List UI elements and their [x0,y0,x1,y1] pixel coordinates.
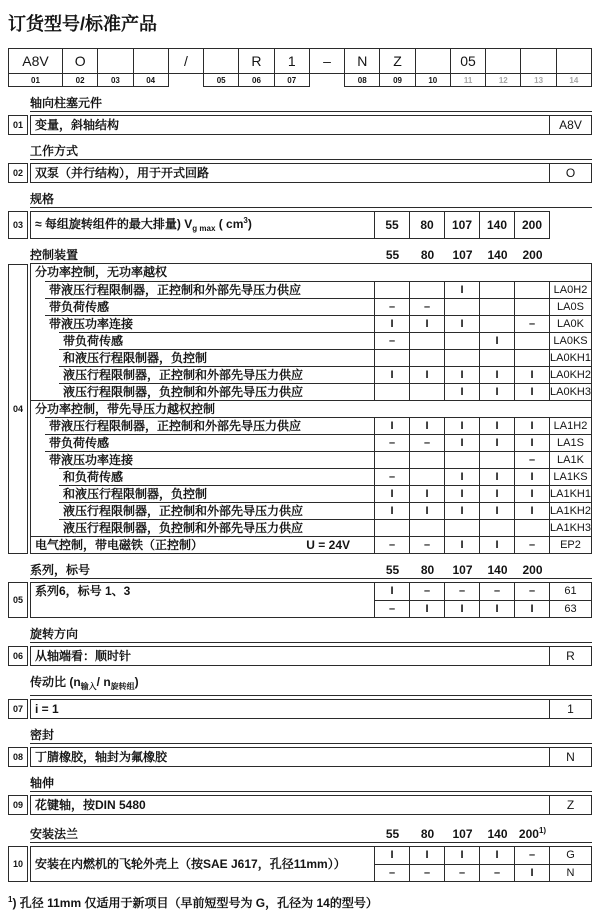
position-number: 04 [133,74,169,87]
row-label: 带液压功率连接 [45,315,374,332]
position-number: 01 [8,74,63,87]
size-header: 107 [452,248,473,262]
row-label: 液压行程限制器，正控制和外部先导压力供应 [59,502,374,519]
marker-cell [479,519,514,536]
model-code-cell [485,48,521,74]
row-label: 带液压功率连接 [45,451,374,468]
model-code-cell: / [168,48,204,74]
code-cell: LA1H2 [549,417,591,434]
marker-cell: – [374,600,409,617]
table-row [30,795,592,815]
row-label: 丁腈橡胶，轴封为氟橡胶 [35,750,168,764]
model-code-cell: A8V [8,48,63,74]
marker-cell [444,451,479,468]
code-cell: LA0K [549,315,591,332]
model-code-cell: N [344,48,380,74]
marker-cell [409,281,444,298]
marker-cell [374,451,409,468]
code-cell: LA0H2 [549,281,591,298]
marker-cell: I [444,366,479,383]
row-number: 10 [8,846,28,882]
marker-cell: I [374,583,409,600]
marker-cell: I [444,383,479,400]
code-cell: N [549,748,591,766]
size-cell: 107 [444,212,479,238]
position-number: 02 [62,74,98,87]
marker-cell: I [444,847,479,864]
marker-cell [514,281,549,298]
code-cell: LA1KH3 [549,519,591,536]
position-number: 14 [556,74,592,87]
position-number: 03 [97,74,133,87]
row-label: 安装在内燃机的飞轮外壳上（按SAE J617，孔径11mm）） [35,856,346,871]
marker-cell: I [514,864,549,881]
row-label: 带液压行程限制器，正控制和外部先导压力供应 [45,417,374,434]
size-header: 200 [522,248,543,262]
section-rotation-direction [8,627,592,666]
model-code-cell [133,48,169,74]
marker-cell: I [444,417,479,434]
row-number: 05 [8,582,28,618]
table-row [31,536,591,553]
size-header: 107 [452,827,473,841]
section-size [8,192,592,239]
section-heading: 控制装置 [30,248,79,262]
row-label: 和负荷传感 [59,468,374,485]
table-row [31,485,591,502]
position-number: 13 [520,74,556,87]
code-cell: 63 [549,600,591,617]
footnote-marker: 1) [538,826,547,835]
table-row [31,383,591,400]
marker-cell: I [479,468,514,485]
marker-cell: – [514,536,549,553]
marker-cell [514,298,549,315]
row-label: 液压行程限制器，负控制和外部先导压力供应 [59,519,374,536]
marker-cell: I [409,315,444,332]
size-header: 140 [487,827,508,841]
row-number: 01 [8,115,28,135]
marker-cell: I [444,281,479,298]
model-code-cell [97,48,133,74]
size-cell: 80 [409,212,444,238]
marker-cell: I [479,366,514,383]
position-number: 12 [485,74,521,87]
code-cell: LA1K [549,451,591,468]
marker-cell: I [479,332,514,349]
marker-cell: I [479,536,514,553]
marker-cell [479,298,514,315]
marker-cell [444,298,479,315]
table-row [30,211,550,239]
row-label: 和液压行程限制器，负控制 [59,485,374,502]
table-row [374,847,591,864]
size-cell: 55 [374,212,409,238]
position-number: 05 [203,74,239,87]
marker-cell: – [514,315,549,332]
marker-cell: – [374,536,409,553]
marker-cell [374,383,409,400]
code-cell: LA0KH3 [549,383,591,400]
table-row [31,434,591,451]
size-header: 55 [385,563,400,577]
table-row [31,366,591,383]
marker-cell: – [374,468,409,485]
marker-cell: – [409,864,444,881]
section-heading: 轴向柱塞元件 [30,96,103,110]
table-row [31,315,591,332]
row-number: 09 [8,795,28,815]
size-header: 80 [420,827,435,841]
marker-cell: I [514,366,549,383]
size-header: 140 [487,563,508,577]
marker-cell: I [409,600,444,617]
marker-cell: I [514,485,549,502]
footnote-marker: 1 [8,895,13,904]
marker-cell: – [514,847,549,864]
control-table [30,264,592,554]
table-row [374,864,591,881]
marker-cell [514,332,549,349]
model-code-cell [203,48,239,74]
marker-cell: I [444,315,479,332]
marker-cell: I [409,417,444,434]
row-label: 花键轴，按DIN 5480 [35,798,146,812]
marker-cell: I [479,417,514,434]
row-label: 电气控制，带电磁铁（正控制） U = 24V [31,536,374,553]
marker-cell [409,349,444,366]
marker-cell: I [374,417,409,434]
code-cell: O [549,164,591,182]
marker-cell [479,451,514,468]
model-code-cell: R [238,48,274,74]
section-series [8,563,592,618]
section-shaft-end [8,776,592,815]
marker-cell: I [409,366,444,383]
marker-cell: I [479,383,514,400]
size-header: 80 [420,563,435,577]
size-header: 55 [385,248,400,262]
row-label: 带液压行程限制器，正控制和外部先导压力供应 [45,281,374,298]
table-row [31,502,591,519]
marker-cell [444,332,479,349]
position-number: 07 [274,74,310,87]
size-header: 55 [385,827,400,841]
code-cell: LA0KH1 [549,349,591,366]
marker-cell: I [479,600,514,617]
row-number: 08 [8,747,28,767]
marker-cell [444,519,479,536]
size-header: 200 [522,563,543,577]
size-cell: 140 [479,212,514,238]
table-row [31,468,591,485]
marker-cell: I [444,468,479,485]
table-row [31,281,591,298]
marker-cell [374,519,409,536]
table-row [30,699,592,719]
marker-cell: – [409,434,444,451]
marker-cell: I [514,600,549,617]
marker-cell [374,349,409,366]
marker-cell: I [374,366,409,383]
size-header: 80 [420,248,435,262]
model-code-cell [415,48,451,74]
position-number: 10 [415,74,451,87]
row-label: i = 1 [35,702,59,716]
marker-cell: I [479,847,514,864]
marker-cell: – [409,298,444,315]
marker-cell [514,349,549,366]
table-row [31,400,591,417]
code-cell: R [549,647,591,665]
size-header: 140 [487,248,508,262]
section-heading: 工作方式 [30,144,79,158]
size-header: 107 [452,563,473,577]
section-mounting-flange [8,824,592,882]
marker-cell: I [479,434,514,451]
section-heading: 密封 [30,728,55,742]
section-control-devices [8,248,592,554]
model-code-cell: – [309,48,345,74]
code-cell: A8V [549,116,591,134]
model-code-cell: 05 [450,48,486,74]
table-row [374,600,591,617]
position-number: 06 [238,74,274,87]
size-header: 200$^{1)}$ [518,826,547,841]
section-heading: 轴伸 [30,776,55,790]
marker-cell: I [374,315,409,332]
row-label: 液压行程限制器，负控制和外部先导压力供应 [59,383,374,400]
marker-cell: – [374,298,409,315]
code-cell: LA0S [549,298,591,315]
code-cell: 61 [549,583,591,600]
voltage-note: U = 24V [306,538,350,552]
row-number: 07 [8,699,28,719]
page-title: 订货型号/标准产品 [8,14,158,34]
table-row [30,747,592,767]
code-cell: Z [549,796,591,814]
marker-cell [479,281,514,298]
section-seals [8,728,592,767]
marker-cell: I [444,434,479,451]
row-label: 带负荷传感 [45,298,374,315]
table-row [30,163,592,183]
marker-cell: – [479,583,514,600]
size-cell: 200 [514,212,549,238]
marker-cell [514,519,549,536]
marker-cell: – [374,434,409,451]
marker-cell: I [374,847,409,864]
marker-cell: I [444,485,479,502]
marker-cell: I [479,485,514,502]
table-row [31,349,591,366]
marker-cell: – [514,451,549,468]
position-number: 08 [344,74,380,87]
table-row [30,646,592,666]
footnote: $^1$) 孔径 11mm 仅适用于新项目（早前短型号为 G，孔径为 14的型号） [8,895,378,910]
table-row [31,451,591,468]
position-number: 11 [450,74,486,87]
marker-cell: I [409,485,444,502]
marker-cell: I [444,600,479,617]
code-cell: LA1KH1 [549,485,591,502]
row-label: 变量，斜轴结构 [35,118,120,132]
row-label: 带负荷传感 [45,434,374,451]
group-label: 分功率控制，无功率越权 [35,265,168,279]
marker-cell [444,349,479,366]
row-label: 从轴端看：顺时针 [35,649,132,663]
table-row [31,298,591,315]
row-label: ≈ 每组旋转组件的最大排量) $V_{g max}$ ( $cm^3$) [35,216,252,233]
code-cell: LA1KS [549,468,591,485]
marker-cell: I [444,502,479,519]
marker-cell: – [514,583,549,600]
section-axial-piston-unit [8,96,592,135]
model-code-cell [520,48,556,74]
marker-cell: I [514,502,549,519]
marker-cell: I [514,434,549,451]
row-number: 04 [8,264,28,554]
code-cell: 1 [549,700,591,718]
marker-cell [409,468,444,485]
model-code-cell: O [62,48,98,74]
group-label: 分功率控制，带先导压力越权控制 [31,400,591,417]
section-heading: 旋转方向 [30,627,79,641]
code-cell: LA0KS [549,332,591,349]
row-label: 带负荷传感 [59,332,374,349]
table-row [30,846,592,882]
marker-cell [479,315,514,332]
code-cell: EP2 [549,536,591,553]
marker-cell: I [409,847,444,864]
row-label: 和液压行程限制器，负控制 [59,349,374,366]
marker-cell [409,332,444,349]
marker-cell: I [514,417,549,434]
marker-cell: – [409,536,444,553]
section-heading: 传动比 ($n_{输入}/$ $n_{旋转组}$) [30,675,139,691]
code-cell: LA1KH2 [549,502,591,519]
position-number: 09 [379,74,415,87]
table-row [31,332,591,349]
marker-cell: I [514,468,549,485]
marker-cell: I [374,502,409,519]
marker-cell: I [444,536,479,553]
position-number-gap [168,74,204,87]
row-number: 03 [8,211,28,239]
marker-cell [479,349,514,366]
table-row [374,583,591,600]
model-code-cell: 1 [274,48,310,74]
marker-cell [374,281,409,298]
model-code-cell: Z [379,48,415,74]
marker-cell: – [479,864,514,881]
table-row [31,519,591,536]
row-number: 02 [8,163,28,183]
code-cell: N [549,864,591,881]
code-cell: LA1S [549,434,591,451]
section-heading: 系列，标号 [30,563,91,577]
row-label: 液压行程限制器，正控制和外部先导压力供应 [59,366,374,383]
table-row [31,264,591,281]
marker-cell [409,451,444,468]
marker-cell: – [444,864,479,881]
marker-cell: – [374,864,409,881]
marker-cell: I [514,383,549,400]
marker-cell: – [444,583,479,600]
model-code-cell [556,48,592,74]
row-label: 双泵（并行结构），用于开式回路 [35,166,210,180]
code-cell: G [549,847,591,864]
marker-cell: – [374,332,409,349]
position-number-gap [309,74,345,87]
section-transmission-ratio [8,675,592,719]
marker-cell: – [409,583,444,600]
code-cell: LA0KH2 [549,366,591,383]
marker-cell: I [409,502,444,519]
model-code-table [8,48,592,87]
table-row [30,582,592,618]
model-code-number-row [8,74,592,87]
marker-cell: I [479,502,514,519]
section-heading: 安装法兰 [30,827,79,841]
marker-cell [409,519,444,536]
marker-cell: I [374,485,409,502]
section-heading: 规格 [30,192,55,206]
row-label: 系列6，标号 1、3 [35,584,131,598]
row-number: 06 [8,646,28,666]
table-row [30,115,592,135]
table-row [31,417,591,434]
marker-cell [409,383,444,400]
section-operation-mode [8,144,592,183]
model-code-row [8,48,592,74]
